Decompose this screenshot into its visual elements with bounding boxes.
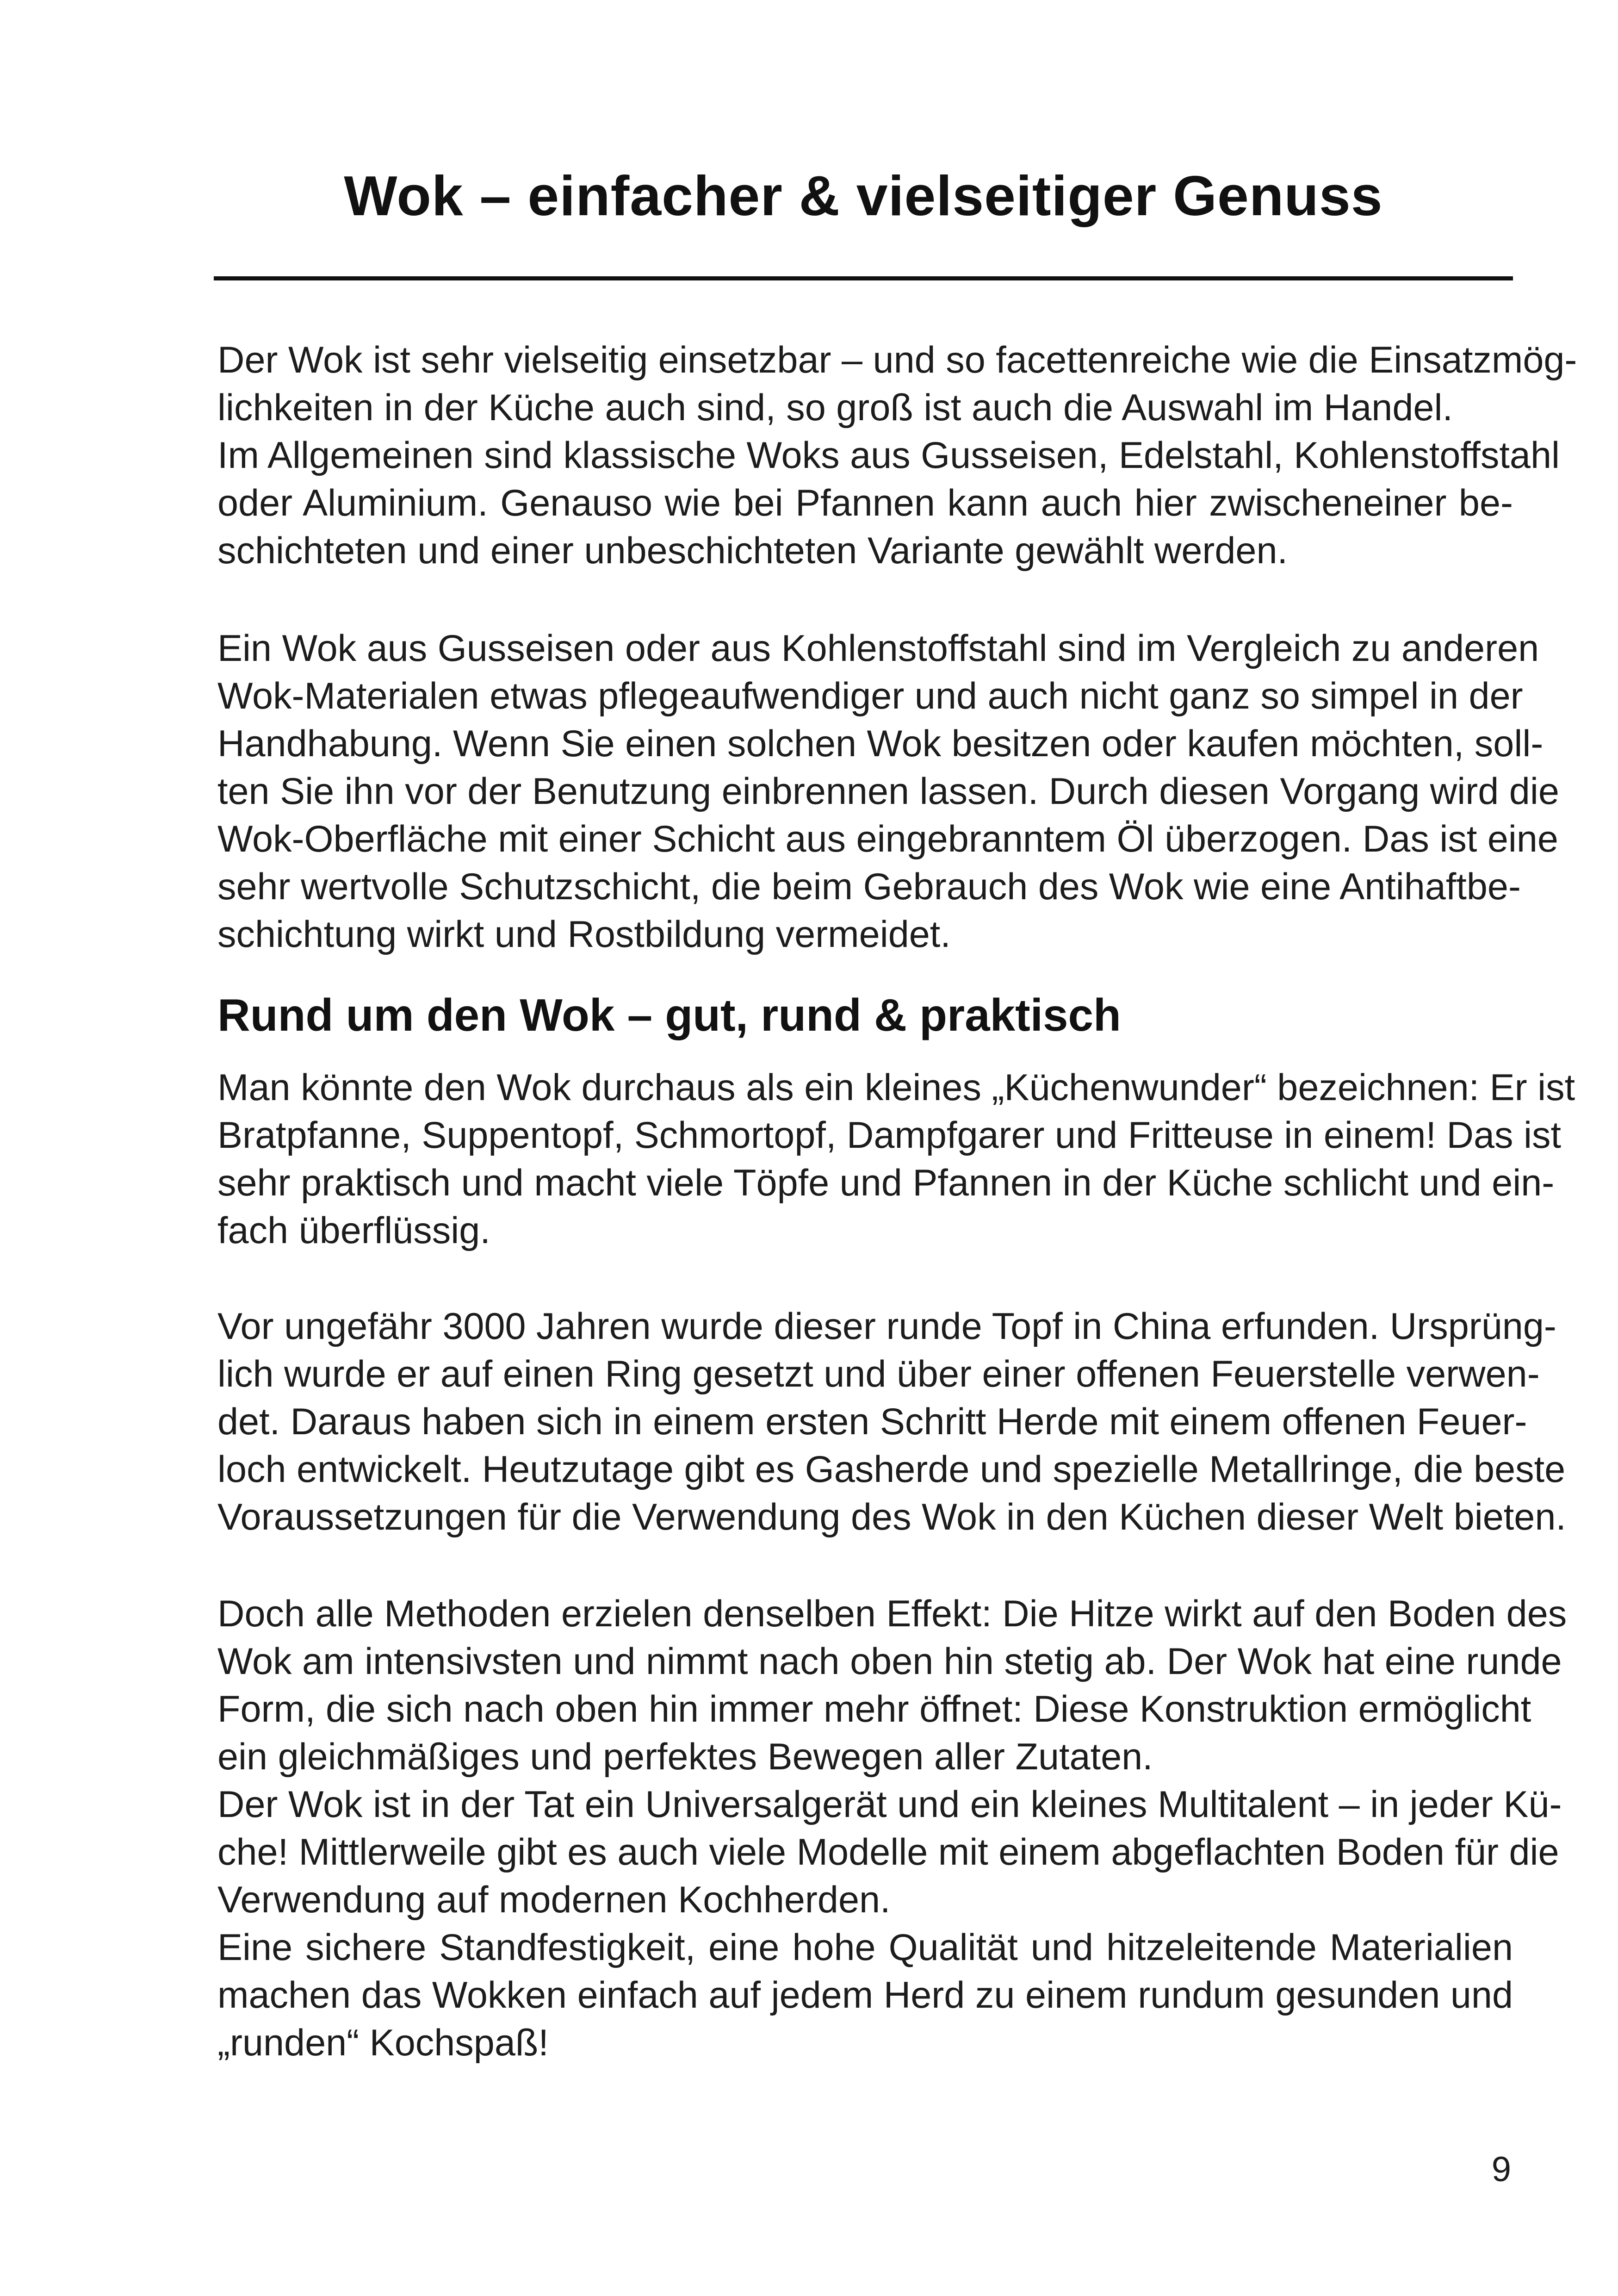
section-heading: Rund um den Wok – gut, rund & praktisch — [217, 989, 1121, 1040]
text-line: Eine sichere Standfestigkeit, eine hohe Qualität und hitzeleitende Materialien — [217, 1927, 1513, 1968]
text-line: det. Daraus haben sich in einem ersten Schritt Herde mit einem offenen Feuer- — [217, 1401, 1527, 1443]
page-number: 9 — [1491, 2150, 1511, 2189]
title-underline — [214, 276, 1513, 280]
text-line: Handhabung. Wenn Sie einen solchen Wok besitzen oder kaufen möchten, soll- — [217, 723, 1544, 765]
paragraph-history — [217, 1303, 1566, 1541]
text-line: Im Allgemeinen sind klassische Woks aus Gusseisen, Edelstahl, Kohlenstoffstahl — [217, 435, 1560, 476]
paragraph-materials — [217, 625, 1559, 958]
text-line: „runden“ Kochspaß! — [217, 2022, 549, 2064]
paragraph-kitchen-wonder — [217, 1064, 1575, 1255]
text-line: Wok am intensivsten und nimmt nach oben hin stetig ab. Der Wok hat eine runde — [217, 1641, 1562, 1682]
text-line: Verwendung auf modernen Kochherden. — [217, 1879, 891, 1921]
text-line: Ein Wok aus Gusseisen oder aus Kohlenstoffstahl sind im Vergleich zu anderen — [217, 628, 1539, 669]
page-title: Wok – einfacher & vielseitiger Genuss — [344, 164, 1383, 227]
paragraph-universal — [217, 1590, 1567, 2067]
text-line: sehr praktisch und macht viele Töpfe und Pfannen in der Küche schlicht und ein- — [217, 1162, 1555, 1204]
text-line: ein gleichmäßiges und perfektes Bewegen aller Zutaten. — [217, 1736, 1153, 1778]
text-line: Vor ungefähr 3000 Jahren wurde dieser runde Topf in China erfunden. Ursprüng- — [217, 1306, 1556, 1347]
text-line: schichtung wirkt und Rostbildung vermeidet. — [217, 914, 951, 955]
paragraph-intro — [217, 336, 1577, 575]
text-line: Wok-Oberfläche mit einer Schicht aus eingebranntem Öl überzogen. Das ist eine — [217, 818, 1558, 860]
text-line: ten Sie ihn vor der Benutzung einbrennen lassen. Durch diesen Vorgang wird die — [217, 771, 1559, 812]
text-line: loch entwickelt. Heutzutage gibt es Gasherde und spezielle Metallringe, die beste — [217, 1449, 1566, 1490]
text-line: Wok-Materialen etwas pflegeaufwendiger und auch nicht ganz so simpel in der — [217, 675, 1523, 717]
text-line: sehr wertvolle Schutzschicht, die beim Gebrauch des Wok wie eine Antihaftbe- — [217, 866, 1521, 908]
text-line: lichkeiten in der Küche auch sind, so groß ist auch die Auswahl im Handel. — [217, 387, 1453, 429]
text-line: Form, die sich nach oben hin immer mehr öffnet: Diese Konstruktion ermöglicht — [217, 1688, 1531, 1730]
text-line: Man könnte den Wok durchaus als ein kleines „Küchenwunder“ bezeichnen: Er ist — [217, 1067, 1575, 1108]
text-line: fach überflüssig. — [217, 1210, 490, 1251]
text-line: Der Wok ist sehr vielseitig einsetzbar – und so facettenreiche wie die Einsatzmög- — [217, 339, 1577, 381]
text-line: Doch alle Methoden erzielen denselben Effekt: Die Hitze wirkt auf den Boden des — [217, 1593, 1567, 1635]
text-line: che! Mittlerweile gibt es auch viele Modelle mit einem abgeflachten Boden für die — [217, 1831, 1559, 1873]
text-line: lich wurde er auf einen Ring gesetzt und über einer offenen Feuerstelle verwen- — [217, 1353, 1540, 1395]
text-line: machen das Wokken einfach auf jedem Herd zu einem rundum gesunden und — [217, 1974, 1513, 2016]
text-line: Voraussetzungen für die Verwendung des Wok in den Küchen dieser Welt bieten. — [217, 1496, 1566, 1538]
text-line: oder Aluminium. Genauso wie bei Pfannen kann auch hier zwischeneiner be- — [217, 482, 1513, 524]
text-line: Bratpfanne, Suppentopf, Schmortopf, Dampfgarer und Fritteuse in einem! Das ist — [217, 1114, 1562, 1156]
text-line: schichteten und einer unbeschichteten Variante gewählt werden. — [217, 530, 1288, 572]
text-line: Der Wok ist in der Tat ein Universalgerät und ein kleines Multitalent – in jeder Kü- — [217, 1784, 1562, 1825]
